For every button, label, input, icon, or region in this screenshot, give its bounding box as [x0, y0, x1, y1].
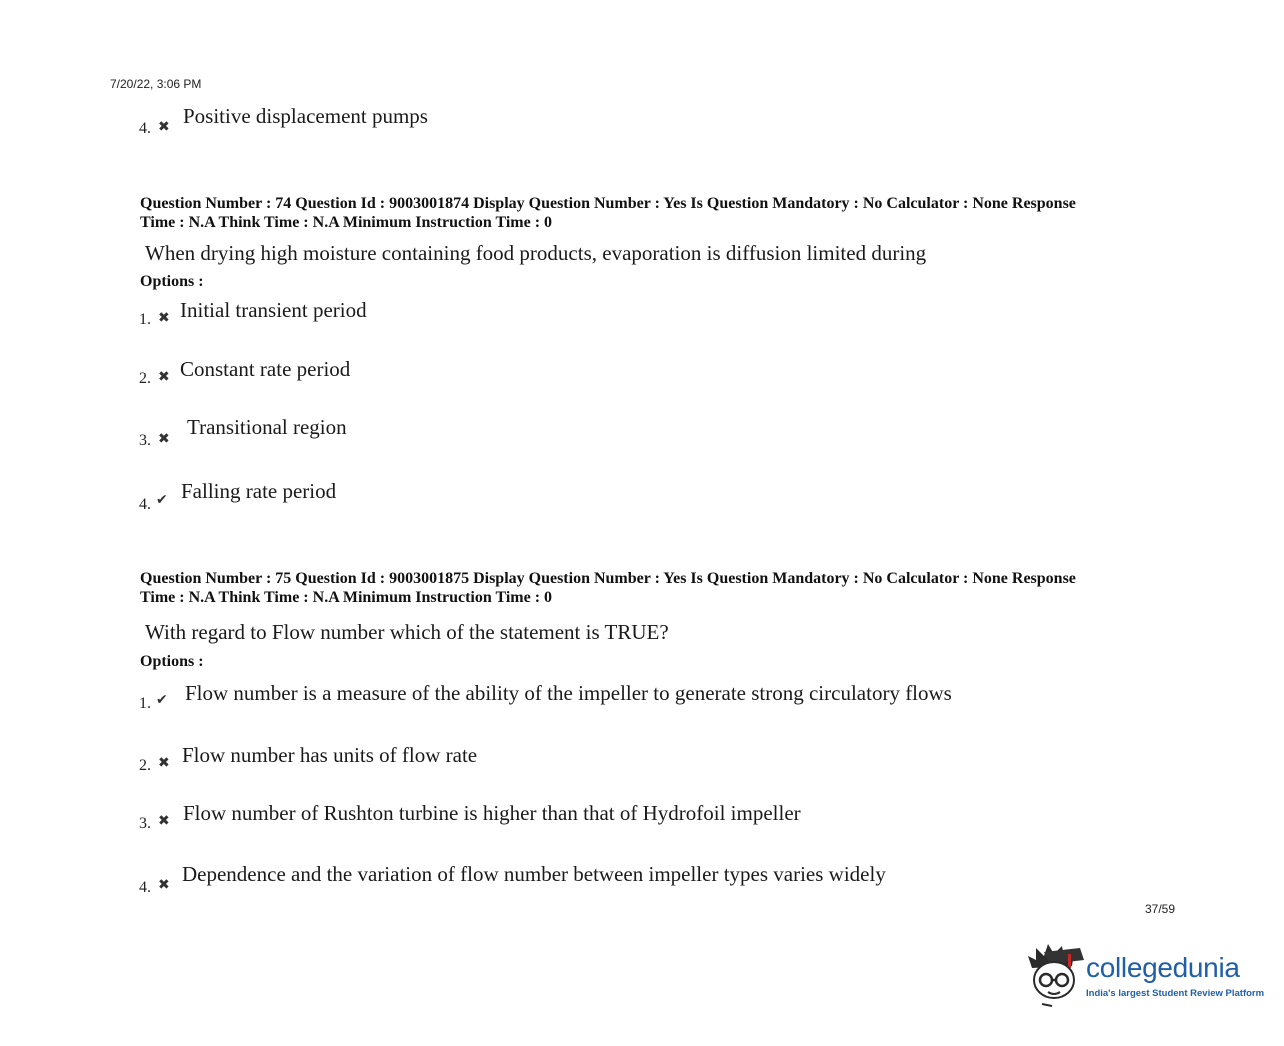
- question-meta-line: Question Number : 74 Question Id : 9003001874 Display Question Number : Yes Is Question Mandatory : No Calculator : None Response: [140, 195, 1076, 212]
- logo-tagline: India's largest Student Review Platform: [1086, 988, 1265, 999]
- cross-icon: ✖: [158, 310, 170, 326]
- cross-icon: ✖: [158, 431, 170, 447]
- option-number: 4.: [139, 120, 151, 137]
- option-number: 4.: [139, 879, 151, 896]
- question-text: When drying high moisture containing food products, evaporation is diffusion limited during: [145, 241, 927, 265]
- option-number: 2.: [139, 370, 151, 387]
- print-timestamp: 7/20/22, 3:06 PM: [110, 77, 202, 91]
- logo-wordmark: collegedunia: [1086, 952, 1240, 983]
- option-text: Initial transient period: [180, 298, 367, 322]
- collegedunia-logo: [1022, 938, 1265, 1008]
- check-icon: ✔: [156, 492, 168, 508]
- question-meta-line: Question Number : 75 Question Id : 9003001875 Display Question Number : Yes Is Question Mandatory : No Calculator : None Response: [140, 570, 1076, 587]
- option-text: Flow number is a measure of the ability of the impeller to generate strong circulatory flows: [185, 681, 952, 705]
- option-number: 2.: [139, 757, 151, 774]
- mascot-icon: [1022, 938, 1086, 1008]
- question-meta: [140, 569, 1180, 607]
- options-label: Options :: [140, 653, 204, 670]
- option-number: 1.: [139, 695, 151, 712]
- option-text: Dependence and the variation of flow number between impeller types varies widely: [182, 862, 886, 886]
- check-icon: ✔: [156, 692, 168, 708]
- cross-icon: ✖: [158, 369, 170, 385]
- option-number: 4.: [139, 496, 151, 513]
- option-text: Falling rate period: [181, 479, 337, 503]
- question-meta: [140, 194, 1180, 232]
- cross-icon: ✖: [158, 813, 170, 829]
- question-meta-line: Time : N.A Think Time : N.A Minimum Instruction Time : 0: [140, 214, 553, 231]
- cross-icon: ✖: [158, 877, 170, 893]
- option-number: 1.: [139, 311, 151, 328]
- option-number: 3.: [139, 815, 151, 832]
- question-meta-line: Time : N.A Think Time : N.A Minimum Instruction Time : 0: [140, 589, 553, 606]
- cross-icon: ✖: [158, 755, 170, 771]
- option-text: Transitional region: [187, 415, 347, 439]
- question-text: With regard to Flow number which of the statement is TRUE?: [145, 620, 669, 644]
- cross-icon: ✖: [158, 119, 170, 135]
- option-number: 3.: [139, 432, 151, 449]
- option-text: Constant rate period: [180, 357, 351, 381]
- page-number: 37/59: [1145, 902, 1176, 916]
- option-text: Positive displacement pumps: [183, 104, 428, 128]
- option-text: Flow number of Rushton turbine is higher than that of Hydrofoil impeller: [183, 801, 801, 825]
- option-text: Flow number has units of flow rate: [182, 743, 478, 767]
- options-label: Options :: [140, 273, 204, 290]
